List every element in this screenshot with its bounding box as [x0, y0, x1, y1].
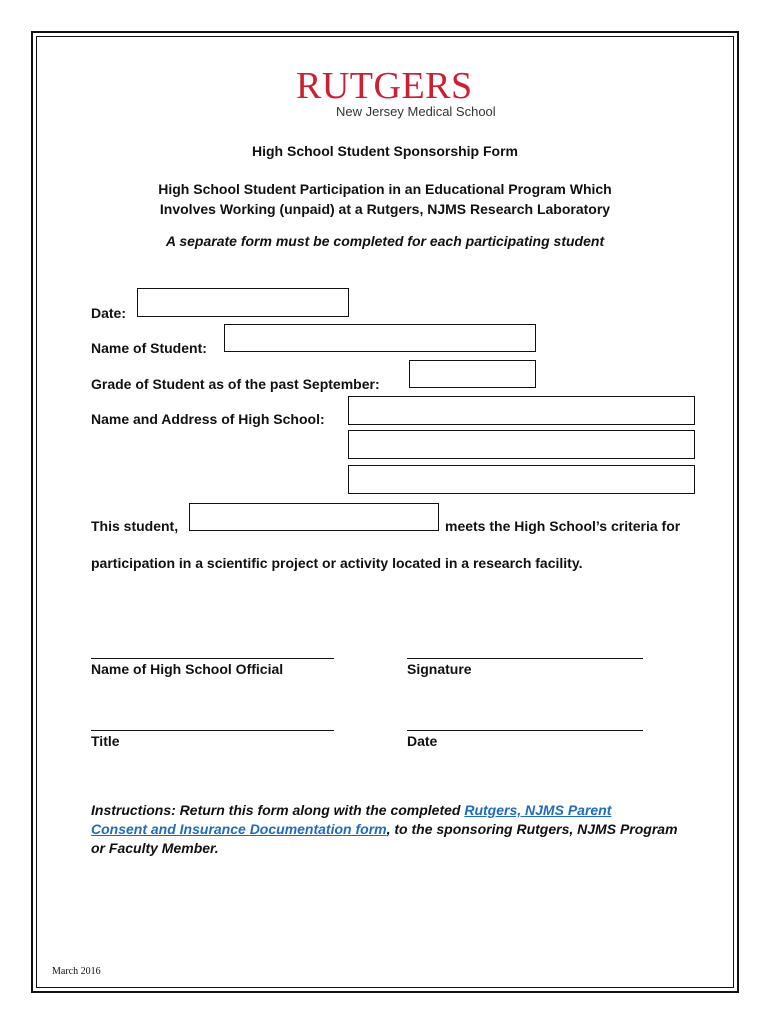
- date-field[interactable]: [137, 288, 349, 317]
- grade-label: Grade of Student as of the past September:: [91, 376, 380, 392]
- signature-label: Signature: [407, 661, 472, 677]
- student-statement-field[interactable]: [189, 503, 439, 531]
- date-label: Date:: [91, 305, 127, 321]
- date-signature-line[interactable]: [407, 730, 643, 731]
- instructions: [91, 801, 681, 858]
- school-field-line-2[interactable]: [348, 430, 695, 459]
- grade-field[interactable]: [409, 360, 536, 388]
- date-signature-label: Date: [407, 733, 438, 749]
- title-line[interactable]: [91, 730, 334, 731]
- form-note: A separate form must be completed for each participating student: [165, 233, 605, 249]
- logo-subtitle: New Jersey Medical School: [336, 104, 496, 119]
- student-statement-prefix: This student,: [91, 518, 179, 534]
- subtitle-line-1: High School Student Participation in an Educational Program Which: [158, 181, 612, 197]
- school-label: Name and Address of High School:: [91, 411, 325, 427]
- school-field-line-3[interactable]: [348, 465, 695, 494]
- student-name-field[interactable]: [224, 324, 536, 352]
- footer-date: March 2016: [52, 966, 101, 977]
- rutgers-logo: RUTGERS: [296, 65, 473, 107]
- form-subtitle: [0, 179, 770, 219]
- consent-form-link-part2[interactable]: Consent and Insurance Documentation form: [91, 821, 387, 837]
- school-field-line-1[interactable]: [348, 396, 695, 425]
- title-label: Title: [91, 733, 120, 749]
- signature-line[interactable]: [407, 658, 643, 659]
- consent-form-link-part1[interactable]: Rutgers, NJMS Parent: [464, 802, 612, 818]
- subtitle-line-2: Involves Working (unpaid) at a Rutgers, NJMS Research Laboratory: [159, 201, 611, 217]
- student-name-label: Name of Student:: [91, 340, 207, 356]
- form-title: High School Student Sponsorship Form: [252, 143, 518, 159]
- student-statement-continued: participation in a scientific project or activity located in a research facility.: [91, 555, 583, 571]
- instructions-lead: Instructions: Return this form along with the completed: [91, 802, 465, 818]
- instructions-tail: , to the sponsoring Rutgers, NJMS Program or Faculty Member.: [91, 821, 678, 856]
- official-name-line[interactable]: [91, 658, 334, 659]
- student-statement-suffix: meets the High School’s criteria for: [445, 518, 681, 534]
- official-name-label: Name of High School Official: [91, 661, 284, 677]
